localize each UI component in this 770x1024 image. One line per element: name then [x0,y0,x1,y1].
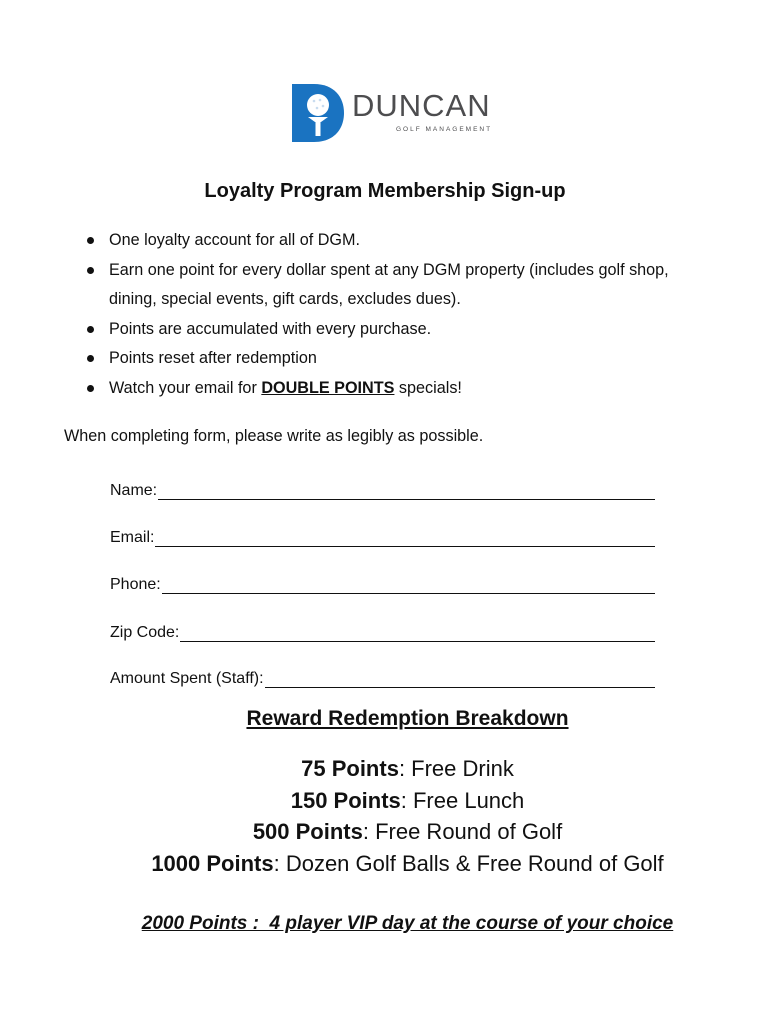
email-bullet-before: Watch your email for [109,378,262,397]
phone-label: Phone: [110,576,161,593]
duncan-d-icon [292,84,344,142]
reward-points: 150 Points [290,788,401,813]
bullet-icon [87,385,94,392]
email-label: Email: [110,529,155,546]
reward-description: : Free Round of Golf [362,819,563,844]
list-item-text: One loyalty account for all of DGM. [109,231,361,249]
name-input-line[interactable] [158,481,655,500]
phone-input-line[interactable] [162,575,655,594]
reward-description: : Dozen Golf Balls & Free Round of Golf [273,851,664,876]
list-item-text: Earn one point for every dollar spent at any DGM property (includes golf shop, dining, special events, gift cards, excludes dues). [109,260,669,308]
reward-item [0,756,770,782]
bullet-icon [87,326,94,333]
name-label: Name: [110,482,158,499]
amount-spent-label: Amount Spent (Staff): [110,670,264,687]
list-item [84,374,714,404]
bullet-icon [87,237,94,244]
list-item [84,344,714,374]
bullet-icon [87,267,94,274]
double-points-highlight: DOUBLE POINTS [261,378,395,397]
logo-wordmark: DUNCAN [352,88,491,123]
zip-code-input-line[interactable] [180,623,655,642]
logo-subtitle: GOLF MANAGEMENT [396,126,493,133]
list-item-text: Points are accumulated with every purchase. [109,319,432,338]
email-input-line[interactable] [155,528,655,547]
reward-description: : Free Lunch [400,788,525,813]
form-instructions: When completing form, please write as legibly as possible. [64,427,484,445]
reward-points: 500 Points [252,819,363,844]
list-item [84,256,714,315]
reward-item [0,788,770,814]
list-item [84,226,714,256]
amount-spent-input-line[interactable] [265,669,655,688]
rewards-heading: Reward Redemption Breakdown [246,707,569,730]
reward-item [0,851,770,877]
list-item [84,315,714,345]
zip-code-field [110,618,655,642]
email-bullet-after: specials! [394,378,462,397]
vip-reward: 2000 Points : 4 player VIP day at the course of your choice [141,913,674,934]
amount-spent-field [110,664,655,688]
benefits-list [84,226,714,403]
page-title: Loyalty Program Membership Sign-up [204,180,566,202]
reward-points: 75 Points [301,756,399,781]
name-field [110,476,655,500]
email-field [110,523,655,547]
bullet-icon [87,355,94,362]
zip-code-label: Zip Code: [110,624,180,641]
list-item-text: Points reset after redemption [109,349,317,367]
reward-points: 1000 Points [151,851,274,876]
reward-item [0,819,770,845]
duncan-logo [292,84,493,142]
phone-field [110,570,655,594]
reward-description: : Free Drink [398,756,514,781]
